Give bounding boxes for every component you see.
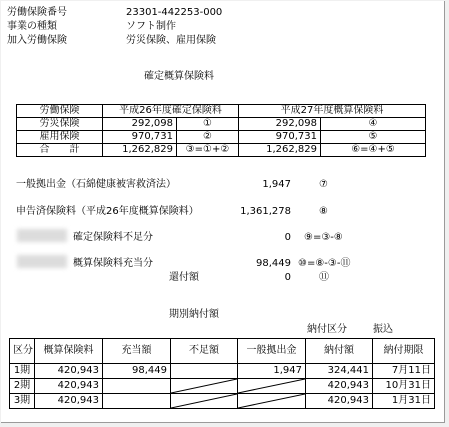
item-value: 1,947 — [262, 179, 291, 190]
premium-header-row — [17, 105, 426, 118]
installments-table — [9, 338, 435, 409]
item-value: 1,361,278 — [240, 206, 291, 217]
premium-fy26-value: 970,731 — [103, 131, 177, 144]
label-insurance-number: 労働保険番号 — [7, 7, 67, 18]
label-business-type: 事業の種類 — [7, 21, 57, 32]
installment-row — [10, 394, 435, 409]
item-label: 概算保険料充当分 — [73, 258, 153, 269]
installments-title: 期別納付額 — [169, 309, 219, 320]
payment: 324,441 — [306, 364, 373, 379]
period: 3期 — [10, 394, 35, 409]
premium-fy26-mark: ② — [177, 131, 239, 144]
diagonal-line-icon — [238, 394, 305, 408]
premium-fy26-total-mark: ③=①+② — [177, 144, 239, 157]
premium-fy27-total: 1,262,829 — [239, 144, 321, 157]
premium-row-label: 雇用保険 — [17, 131, 103, 144]
premium-title: 確定概算保険料 — [144, 71, 214, 82]
col-due-date: 納付期限 — [373, 339, 435, 364]
label-enrolled-insurance: 加入労働保険 — [7, 35, 67, 46]
premium-row-label: 労災保険 — [17, 118, 103, 131]
item-mark: ⑩=⑧-③-⑪ — [298, 258, 351, 269]
premium-total-row — [17, 144, 426, 157]
item-mark: ⑨=③-⑧ — [304, 232, 343, 243]
due-date: 10月31日 — [373, 379, 435, 394]
transfer-label: 振込 — [373, 324, 393, 335]
appropriation — [103, 394, 171, 409]
due-date: 1月31日 — [373, 394, 435, 409]
item-label: 一般拠出金（石綿健康被害救済法） — [16, 179, 176, 190]
period: 1期 — [10, 364, 35, 379]
col-appropriation: 充当額 — [103, 339, 171, 364]
premium-col-fy27: 平成27年度概算保険料 — [239, 105, 426, 118]
appropriation: 98,449 — [103, 364, 171, 379]
item-value: 98,449 — [256, 258, 291, 269]
payment: 420,943 — [306, 379, 373, 394]
shortfall — [171, 364, 238, 379]
insurance-number: 23301-442253-000 — [126, 7, 223, 18]
appropriation — [103, 379, 171, 394]
col-contribution: 一般拠出金 — [238, 339, 306, 364]
premium-fy27-mark: ④ — [321, 118, 426, 131]
diagonal-line-icon — [171, 394, 237, 408]
premium-fy26-mark: ① — [177, 118, 239, 131]
premium-fy27-value: 970,731 — [239, 131, 321, 144]
installment-row — [10, 379, 435, 394]
redacted-block — [17, 255, 67, 268]
payment: 420,943 — [306, 394, 373, 409]
premium-row — [17, 131, 426, 144]
premium-fy27-mark: ⑤ — [321, 131, 426, 144]
payment-category-label: 納付区分 — [307, 324, 347, 335]
diagonal-line-icon — [238, 379, 305, 393]
premium: 420,943 — [35, 364, 103, 379]
col-period: 区分 — [10, 339, 35, 364]
premium: 420,943 — [35, 394, 103, 409]
premium-col-insurance: 労働保険 — [17, 105, 103, 118]
premium: 420,943 — [35, 379, 103, 394]
installments-header-row — [10, 339, 435, 364]
worksheet — [1, 1, 445, 423]
item-value: 0 — [284, 272, 291, 283]
contribution-crossed — [238, 379, 306, 394]
item-value: 0 — [284, 232, 291, 243]
item-label: 還付額 — [169, 272, 199, 283]
premium-fy27-value: 292,098 — [239, 118, 321, 131]
period: 2期 — [10, 379, 35, 394]
item-mark: ⑧ — [319, 206, 328, 217]
shortfall-crossed — [171, 379, 238, 394]
premium-fy26-total: 1,262,829 — [103, 144, 177, 157]
col-shortfall: 不足額 — [171, 339, 238, 364]
contribution-crossed — [238, 394, 306, 409]
premium-total-label: 合 計 — [17, 144, 103, 157]
item-label: 確定保険料不足分 — [73, 232, 153, 243]
premium-fy26-value: 292,098 — [103, 118, 177, 131]
premium-table — [16, 104, 426, 157]
premium-col-fy26: 平成26年度確定保険料 — [103, 105, 239, 118]
business-type: ソフト制作 — [126, 21, 176, 32]
item-label: 申告済保険料（平成26年度概算保険料） — [16, 206, 199, 217]
installment-row — [10, 364, 435, 379]
col-payment: 納付額 — [306, 339, 373, 364]
due-date: 7月11日 — [373, 364, 435, 379]
diagonal-line-icon — [171, 379, 237, 393]
redacted-block — [17, 229, 67, 242]
col-premium: 概算保険料 — [35, 339, 103, 364]
premium-row — [17, 118, 426, 131]
premium-fy27-total-mark: ⑥=④+⑤ — [321, 144, 426, 157]
shortfall-crossed — [171, 394, 238, 409]
item-mark: ⑦ — [319, 179, 328, 190]
contribution: 1,947 — [238, 364, 306, 379]
enrolled-insurance: 労災保険、雇用保険 — [126, 35, 216, 46]
item-mark: ⑪ — [319, 272, 329, 283]
